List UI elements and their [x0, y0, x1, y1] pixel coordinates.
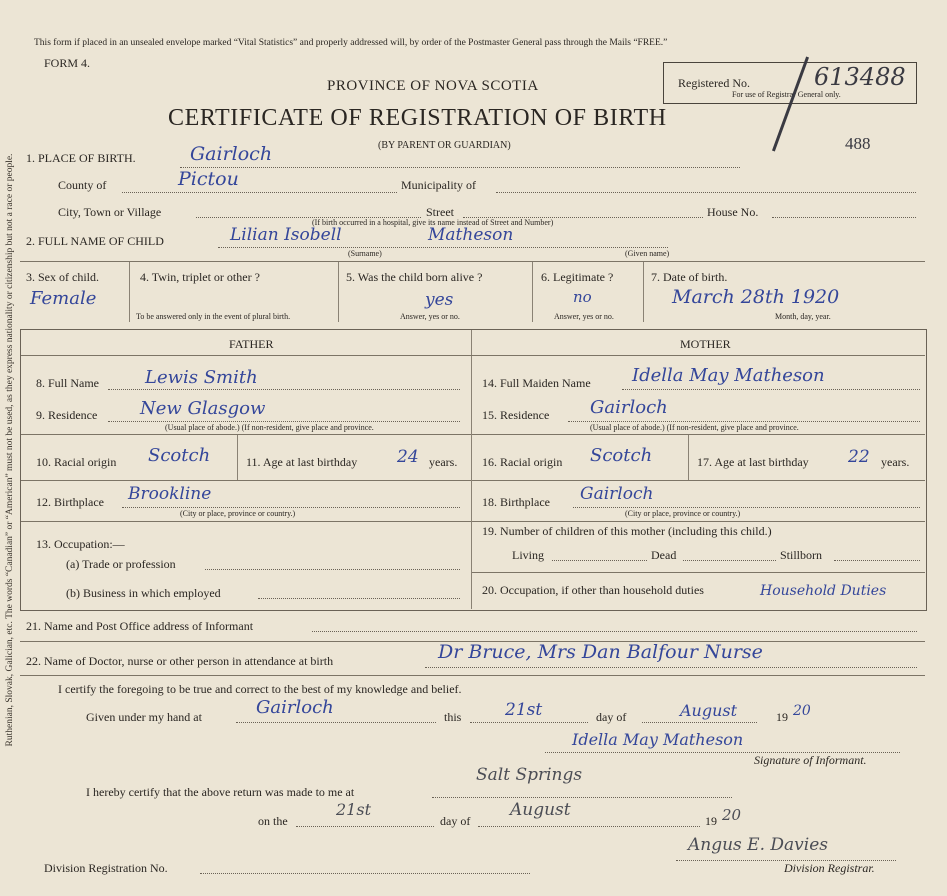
mother-residence-note: (Usual place of abode.) (If non-resident, give place and province.: [590, 423, 799, 432]
father-birthplace-note: (City or place, province or country.): [180, 509, 296, 518]
business-label: (b) Business in which employed: [66, 586, 221, 600]
given-day: 21st: [505, 700, 543, 720]
mother-age-unit: years.: [881, 455, 910, 469]
certify-text: I certify the foregoing to be true and correct to the best of my knowledge and belief.: [58, 682, 462, 696]
county-label: County of: [58, 178, 107, 192]
side-note: Ruthenian, Slovak, Galician, etc. The words “Canadian” or “American” must not be used, as they express nationality or citizenship but not a race or people.: [5, 153, 15, 747]
rule-attendant: [20, 675, 925, 676]
informant-signature: Idella May Matheson: [572, 730, 744, 749]
father-age-value: 24: [397, 447, 419, 467]
registrar-day-line: [296, 826, 434, 827]
hospital-note: (If birth occurred in a hospital, give its name instead of Street and Number): [312, 218, 554, 227]
given-place: Gairloch: [256, 697, 334, 718]
date-label: 7. Date of birth.: [651, 270, 728, 284]
father-racial-value: Scotch: [148, 445, 211, 466]
county-value: Pictou: [178, 168, 239, 190]
county-line: [122, 192, 397, 193]
legit-note: Answer, yes or no.: [554, 312, 614, 321]
registered-number-note: For use of Registrar General only.: [732, 90, 841, 99]
mother-occupation-label: 20. Occupation, if other than household duties: [482, 583, 704, 597]
living-line: [552, 560, 647, 561]
house-number-label: House No.: [707, 205, 759, 219]
given-day-of-label: day of: [596, 710, 627, 724]
given-year-prefix: 19: [776, 710, 788, 724]
registrar-place: Salt Springs: [476, 765, 583, 785]
registrar-signature: Angus E. Davies: [688, 835, 828, 855]
mother-occupation-value: Household Duties: [760, 583, 887, 599]
on-the-label: on the: [258, 814, 288, 828]
child-surname: Matheson: [428, 225, 514, 245]
father-rule-1: [21, 434, 471, 435]
mother-birthplace-label: 18. Birthplace: [482, 495, 550, 509]
father-residence-label: 9. Residence: [36, 408, 98, 422]
alive-value: yes: [425, 290, 454, 310]
sex-value: Female: [30, 288, 97, 309]
legit-label: 6. Legitimate ?: [541, 270, 614, 284]
mother-name-label: 14. Full Maiden Name: [482, 376, 591, 390]
registrar-year-prefix: 19: [705, 814, 717, 828]
father-age-divider: [237, 435, 238, 480]
father-rule-3: [21, 521, 471, 522]
trade-line: [205, 569, 460, 570]
given-name-note: (Given name): [625, 249, 670, 258]
registrar-month: August: [510, 800, 571, 820]
attendant-value: Dr Bruce, Mrs Dan Balfour Nurse: [438, 641, 763, 663]
division-registration-label: Division Registration No.: [44, 861, 168, 875]
municipality-line: [496, 192, 916, 193]
mother-heading: MOTHER: [680, 337, 731, 351]
father-name-value: Lewis Smith: [145, 367, 258, 388]
mother-rule-4: [472, 572, 925, 573]
trade-label: (a) Trade or profession: [66, 557, 176, 571]
father-birthplace-value: Brookline: [128, 484, 212, 504]
stillborn-label: Stillborn: [780, 548, 823, 562]
divider-alive: [532, 262, 533, 322]
surname-note: (Surname): [348, 249, 382, 258]
registered-number-label: Registered No.: [678, 76, 750, 90]
date-value: March 28th 1920: [672, 286, 840, 308]
child-name-label: 2. FULL NAME OF CHILD: [26, 234, 164, 248]
province-heading: PROVINCE OF NOVA SCOTIA: [327, 78, 539, 94]
alive-label: 5. Was the child born alive ?: [346, 270, 483, 284]
rule-details-top: [20, 261, 925, 262]
dead-label: Dead: [651, 548, 677, 562]
twin-label: 4. Twin, triplet or other ?: [140, 270, 260, 284]
mother-rule-2: [472, 480, 925, 481]
father-residence-line: [108, 421, 460, 422]
document-subtitle: (BY PARENT OR GUARDIAN): [378, 140, 511, 151]
postal-notice: This form if placed in an unsealed envelope marked “Vital Statistics” and properly addressed will, by order of the Postmaster General pass through the Mails “FREE.”: [34, 38, 668, 48]
street-label: Street: [426, 205, 454, 219]
parents-divider: [471, 330, 472, 609]
stillborn-line: [834, 560, 920, 561]
this-label: this: [444, 710, 462, 724]
registrar-day-of-label: day of: [440, 814, 471, 828]
attendant-label: 22. Name of Doctor, nurse or other person in attendance at birth: [26, 654, 334, 668]
stamp-number: 488: [845, 134, 871, 153]
father-residence-note: (Usual place of abode.) (If non-resident, give place and province.: [165, 423, 374, 432]
dead-line: [683, 560, 776, 561]
mother-racial-label: 16. Racial origin: [482, 455, 563, 469]
business-line: [258, 598, 460, 599]
mother-rule-1: [472, 434, 925, 435]
father-rule-2: [21, 480, 471, 481]
given-place-line: [236, 722, 436, 723]
mother-residence-label: 15. Residence: [482, 408, 550, 422]
given-year: 20: [793, 703, 811, 719]
informant-address-label: 21. Name and Post Office address of Informant: [26, 619, 254, 633]
twin-note: To be answered only in the event of plural birth.: [136, 312, 291, 321]
mother-name-line: [622, 389, 920, 390]
father-residence-value: New Glasgow: [140, 398, 266, 419]
father-occupation-label: 13. Occupation:—: [36, 537, 125, 551]
father-birthplace-line: [122, 507, 460, 508]
mother-birthplace-value: Gairloch: [580, 484, 654, 504]
attendant-line: [425, 667, 917, 668]
mother-rule-3: [472, 521, 925, 522]
city-label: City, Town or Village: [58, 205, 162, 219]
mother-age-value: 22: [848, 447, 870, 467]
mother-birthplace-note: (City or place, province or country.): [625, 509, 741, 518]
form-number: FORM 4.: [44, 56, 91, 70]
alive-note: Answer, yes or no.: [400, 312, 460, 321]
place-of-birth-line: [180, 167, 740, 168]
father-birthplace-label: 12. Birthplace: [36, 495, 104, 509]
mother-age-divider: [688, 435, 689, 480]
registrar-place-line: [432, 797, 732, 798]
given-under-label: Given under my hand at: [86, 710, 202, 724]
mother-birthplace-line: [573, 507, 920, 508]
divider-twin: [338, 262, 339, 322]
father-name-label: 8. Full Name: [36, 376, 99, 390]
living-label: Living: [512, 548, 544, 562]
house-number-line: [772, 217, 916, 218]
legit-value: no: [573, 288, 592, 306]
given-month-line: [642, 722, 757, 723]
given-day-line: [470, 722, 588, 723]
sex-label: 3. Sex of child.: [26, 270, 99, 284]
mother-age-label: 17. Age at last birthday: [697, 455, 809, 469]
place-of-birth-value: Gairloch: [190, 143, 273, 165]
father-age-unit: years.: [429, 455, 458, 469]
mother-residence-value: Gairloch: [590, 397, 668, 418]
division-registrar-label: Division Registrar.: [784, 861, 875, 875]
municipality-label: Municipality of: [401, 178, 476, 192]
father-heading: FATHER: [229, 337, 274, 351]
father-age-label: 11. Age at last birthday: [246, 455, 358, 469]
father-name-line: [108, 389, 460, 390]
mother-name-value: Idella May Matheson: [632, 365, 825, 386]
registrar-year: 20: [722, 806, 742, 824]
children-count-label: 19. Number of children of this mother (including this child.): [482, 524, 772, 538]
child-given-names: Lilian Isobell: [230, 225, 342, 245]
registrar-day: 21st: [336, 800, 371, 819]
informant-address-line: [312, 631, 917, 632]
registered-number-value: 613488: [814, 63, 906, 91]
mother-racial-value: Scotch: [590, 445, 653, 466]
signature-informant-label: Signature of Informant.: [754, 753, 867, 767]
given-month: August: [680, 701, 738, 720]
divider-legit: [643, 262, 644, 322]
date-note: Month, day, year.: [775, 312, 831, 321]
parents-heading-rule: [21, 355, 925, 356]
mother-residence-line: [568, 421, 920, 422]
father-racial-label: 10. Racial origin: [36, 455, 117, 469]
division-registration-line: [200, 873, 530, 874]
registrar-certify-text: I hereby certify that the above return was made to me at: [86, 785, 355, 799]
place-of-birth-label: 1. PLACE OF BIRTH.: [26, 151, 136, 165]
registrar-month-line: [478, 826, 700, 827]
divider-sex: [129, 262, 130, 322]
child-name-line: [218, 247, 668, 248]
document-title: CERTIFICATE OF REGISTRATION OF BIRTH: [168, 105, 667, 131]
